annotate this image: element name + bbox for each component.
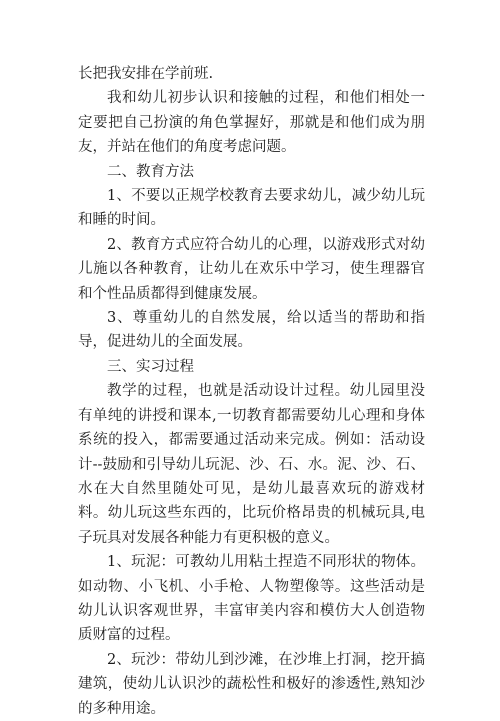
paragraph-1: 长把我安排在学前班. xyxy=(78,66,214,82)
paragraph-play-sand: 2、玩沙：带幼儿到沙滩，在沙堆上打洞，挖开搞建筑，使幼儿认识沙的蔬松性和极好的渗透性,熟知沙的多种用途。 xyxy=(78,651,425,717)
section-heading-internship-process: 三、实习过程 xyxy=(107,358,194,375)
paragraph-method-2: 2、教育方式应符合幼儿的心理，以游戏形式对幼儿施以各种教育，让幼儿在欢乐中学习，使生理器官和个性品质都得到健康发展。 xyxy=(78,236,425,302)
paragraph-2: 我和幼儿初步认识和接触的过程，和他们相处一定要把自己扮演的角色掌握好，那就是和他们成为朋友，并站在他们的角度考虑问题。 xyxy=(78,90,425,156)
paragraph-method-3: 3、尊重幼儿的自然发展，给以适当的帮助和指导，促进幼儿的全面发展。 xyxy=(78,310,425,351)
paragraph-method-1: 1、不要以正规学校教育去要求幼儿，减少幼儿玩和睡的时间。 xyxy=(78,188,425,229)
paragraph-process-intro: 教学的过程，也就是活动设计过程。幼儿园里没有单纯的讲授和课本,一切教育都需要幼儿心理和身体系统的投入，都需要通过活动来完成。例如：活动设计--鼓励和引导幼儿玩泥、沙、石、水。泥、沙、石、水在大自然里随处可见，是幼儿最喜欢玩的游戏材料。幼儿玩这些东西的，比玩价格昂贵的机械玩具,电子玩具对发展各种能力有更积极的意义。 xyxy=(78,383,425,546)
document-body xyxy=(78,62,425,721)
section-heading-teaching-methods: 二、教育方法 xyxy=(107,163,194,180)
paragraph-play-clay: 1、玩泥：可教幼儿用粘土捏造不同形状的物体。如动物、小飞机、小手枪、人物塑像等。这些活动是幼儿认识客观世界，丰富审美内容和模仿大人创造物质财富的过程。 xyxy=(78,554,425,644)
